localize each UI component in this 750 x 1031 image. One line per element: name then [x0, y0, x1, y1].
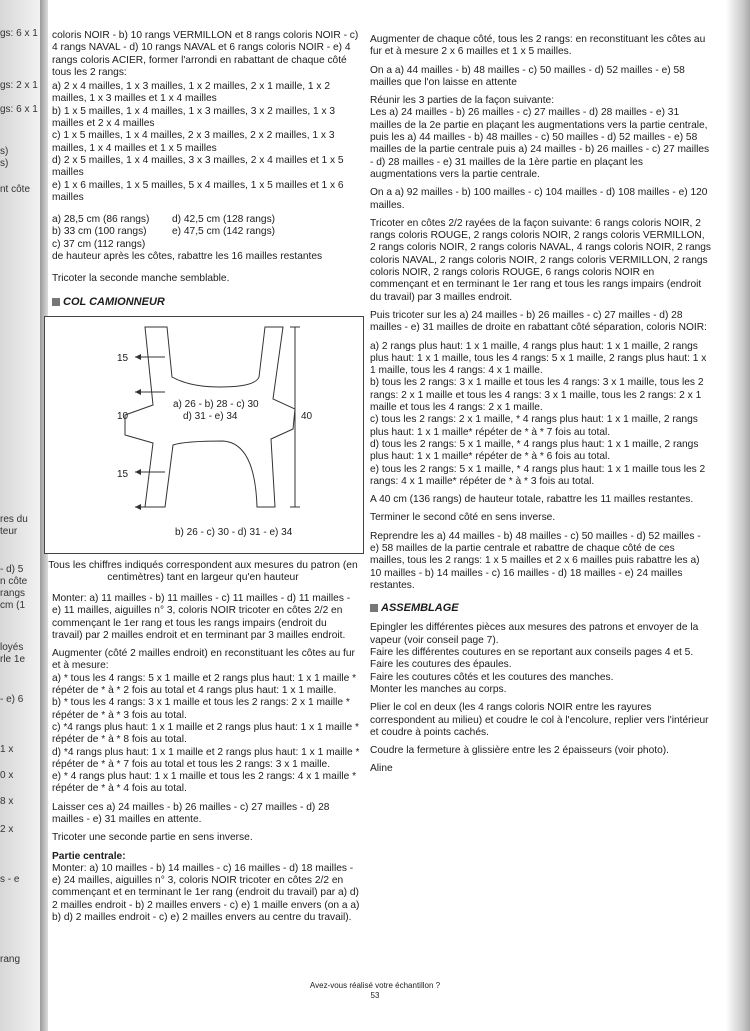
paragraph: On a a) 92 mailles - b) 100 mailles - c) 104 mailles - d) 108 mailles - e) 120 mailles.: [370, 187, 708, 211]
edge-text: - d) 5: [0, 564, 24, 575]
edge-text: s): [0, 146, 9, 157]
list-item: a) 2 rangs plus haut: 1 x 1 maille, 4 rangs plus haut: 1 x 1 maille, 2 rangs plus haut: 1 x 1 maille, tous les 4 rangs: 5 x 1 maille, 2 rangs plus haut: 1 x 1 maille, tous les 4 rangs: 4 x 1 maille.: [370, 340, 707, 377]
paragraph: coloris NOIR - b) 10 rangs VERMILLON et 8 rangs coloris NOIR - c) 4 rangs NAVAL - d) 10 rangs NAVAL et 6 rangs coloris NOIR - e) 4 rangs coloris ACIER, former l'arrondi en rabattant de chaque côté tous les 2 rangs:: [52, 30, 359, 78]
section-heading: ASSEMBLAGE: [370, 602, 712, 614]
edge-text: 2 x: [0, 824, 14, 835]
paragraph: Les a) 24 mailles - b) 26 mailles - c) 27 mailles - d) 28 mailles - e) 31 mailles de la 2e partie en plaçant les augmentations vers la partie centrale, puis les a) 44 mailles - b) 48 mailles - c) 50 mailles - d) 52 mailles - e) 58 mailles de la partie centrale puis a) 24 mailles - b) 26 mailles - c) 27 mailles - d) 28 mailles - e) 31 mailles de la 1ère partie en plaçant les augmentations vers la partie centrale.: [370, 107, 710, 180]
paragraph: Coudre la fermeture à glissière entre les 2 épaisseurs (voir photo).: [370, 745, 669, 757]
paragraph: Monter: a) 11 mailles - b) 11 mailles - c) 11 mailles - d) 11 mailles - e) 11 mailles, aiguilles n° 3, coloris NOIR tricoter en côtes 2/2 en commençant le 1er rang et tous les rangs impairs (endroit du travail) par 2 mailles endroit et en terminant par 3 mailles endroit.: [52, 592, 351, 641]
paragraph: Augmenter (côté 2 mailles endroit) en reconstituant les côtes au fur et à mesure:: [52, 648, 355, 672]
edge-text: rangs: [0, 588, 26, 599]
width-label-line2: d) 31 - e) 34: [183, 410, 238, 422]
decrease-list: [52, 81, 360, 204]
paragraph: Tricoter la seconde manche semblable.: [52, 273, 230, 285]
list-item: d) tous les 2 rangs: 5 x 1 maille, * 4 rangs plus haut: 1 x 1 maille, 2 rangs plus haut: 1 x 1 maille* répéter de * à * 6 fois au total.: [370, 438, 699, 463]
height-label-middle: 10: [117, 410, 129, 422]
edge-text: res du: [0, 514, 28, 525]
paragraph: Terminer le second côté en sens inverse.: [370, 512, 556, 524]
previous-page-edge: [0, 0, 44, 1031]
width-label-bottom: b) 26 - c) 30 - d) 31 - e) 34: [175, 526, 293, 538]
section-heading: COL CAMIONNEUR: [52, 296, 360, 308]
paragraph: Réunir les 3 parties de la façon suivante:: [370, 95, 555, 107]
edge-text: teur: [0, 526, 18, 537]
paragraph: Laisser ces a) 24 mailles - b) 26 mailles - c) 27 mailles - d) 28 mailles - e) 31 mailles en attente.: [52, 801, 330, 825]
page-edge-shadow: [726, 0, 750, 1031]
paragraph: Faire les différentes coutures en se reportant aux conseils pages 4 et 5.: [370, 647, 694, 659]
footer-note: Avez-vous réalisé votre échantillon ?: [309, 981, 441, 990]
edge-text: gs: 6 x 1: [0, 28, 38, 39]
paragraph: Monter: a) 10 mailles - b) 14 mailles - c) 16 mailles - d) 18 mailles - e) 24 mailles, aiguilles n° 3, coloris NOIR tricoter en côtes 2/2 en commençant et en terminant le 1er rang (endroit du travail) par a) d) 2 mailles endroit - b) 2 mailles envers - c) e) 1 maille envers (on a a) b) d) 2 mailles endroit - c) e) 2 mailles envers au centre du travail).: [52, 862, 360, 924]
size-table: [0, 214, 360, 251]
edge-text: rle 1e: [0, 654, 26, 665]
paragraph: Faire les coutures des épaules.: [370, 659, 512, 671]
edge-text: gs: 2 x 1: [0, 80, 38, 91]
size-b: b) 33 cm (100 rangs): [52, 226, 147, 238]
edge-text: n côte: [0, 576, 28, 587]
size-e: e) 47,5 cm (142 rangs): [172, 226, 276, 238]
paragraph: Puis tricoter sur les a) 24 mailles - b) 26 mailles - c) 27 mailles - d) 28 mailles - e) 31 mailles de droite en rabattant côté séparation, coloris NOIR:: [370, 309, 707, 334]
list-item: b) tous les 2 rangs: 3 x 1 maille et tous les 4 rangs: 3 x 1 maille, tous les 2 rangs: 2 x 1 maille et tous les 4 rangs: 3 x 1 maille, tous les 2 rangs: 2 x 1 maille et tous les 4 rangs: 2 x 1 maille.: [370, 377, 704, 414]
edge-text: 0 x: [0, 770, 14, 781]
right-column: [370, 34, 712, 782]
paragraph: Monter les manches au corps.: [370, 683, 507, 695]
list-item: c) 1 x 5 mailles, 1 x 4 mailles, 2 x 3 mailles, 2 x 2 mailles, 1 x 3 mailles, 1 x 4 mailles et 1 x 5 mailles: [52, 130, 335, 154]
paragraph: Faire les coutures côtés et les coutures des manches.: [370, 671, 614, 683]
list-item: a) 2 x 4 mailles, 1 x 3 mailles, 1 x 2 mailles, 2 x 1 maille, 1 x 2 mailles, 1 x 3 mailles et 1 x 4 mailles: [52, 81, 330, 105]
collar-pattern-diagram: [44, 316, 364, 554]
list-item: c) tous les 2 rangs: 2 x 1 maille, * 4 rangs plus haut: 1 x 1 maille, 2 rangs plus haut: 1 x 1 maille* répéter de * à * 7 fois au total.: [370, 414, 698, 438]
edge-text: 1 x: [0, 744, 14, 755]
left-column: [48, 30, 360, 930]
list-item: d) 2 x 5 mailles, 1 x 4 mailles, 3 x 3 mailles, 2 x 4 mailles et 1 x 5 mailles: [52, 154, 344, 179]
width-label-line1: a) 26 - b) 28 - c) 30: [173, 398, 259, 410]
height-label-bottom: 15: [117, 468, 129, 480]
size-a: a) 28,5 cm (86 rangs): [52, 214, 150, 226]
subheading: Partie centrale:: [52, 850, 126, 862]
diagram-caption: Tous les chiffres indiqués correspondent aux mesures du patron (en centimètres) tant en largeur qu'en hauteur: [48, 559, 358, 584]
increase-list: [52, 673, 360, 796]
list-item: d) *4 rangs plus haut: 1 x 1 maille et 2 rangs plus haut: 1 x 1 maille * répéter de * à * 7 fois au total et tous les 2 rangs: 3 x 1 maille.: [52, 746, 360, 770]
edge-text: cm (1: [0, 600, 25, 611]
paragraph: Augmenter de chaque côté, tous les 2 rangs: en reconstituant les côtes au fur et à mesure 2 x 6 mailles et 1 x 5 mailles.: [370, 34, 706, 58]
edge-text: s - e: [0, 874, 20, 885]
paragraph: On a a) 44 mailles - b) 48 mailles - c) 50 mailles - d) 52 mailles - e) 58 mailles que l'on laisse en attente: [370, 64, 685, 88]
edge-text: loyés: [0, 642, 24, 653]
edge-text: - e) 6: [0, 694, 24, 705]
paragraph: Reprendre les a) 44 mailles - b) 48 mailles - c) 50 mailles - d) 52 mailles - e) 58 mailles de la partie centrale et rabattre de chaque côté de ces mailles, tous les 2 rangs: 1 x 5 mailles et 2 x 6 mailles puis rabattre les a) 10 mailles - b) 14 mailles - c) 16 mailles - d) 18 mailles - e) 24 mailles restantes.: [370, 530, 701, 591]
paragraph: de hauteur après les côtes, rabattre les 16 mailles restantes: [52, 251, 323, 263]
page-number: 53: [370, 991, 380, 1000]
list-item: b) 1 x 5 mailles, 1 x 4 mailles, 1 x 3 mailles, 3 x 2 mailles, 1 x 3 mailles et 2 x 4 mailles: [52, 105, 336, 130]
paragraph: Tricoter une seconde partie en sens inverse.: [52, 832, 253, 844]
edge-text: s): [0, 158, 9, 169]
size-d: d) 42,5 cm (128 rangs): [172, 214, 276, 226]
paragraph: A 40 cm (136 rangs) de hauteur totale, rabattre les 11 mailles restantes.: [370, 494, 694, 506]
list-item: b) * tous les 4 rangs: 3 x 1 maille et tous les 2 rangs: 2 x 1 maille * répéter de * à * 3 fois au total.: [52, 697, 350, 721]
height-label-top: 15: [117, 352, 129, 364]
list-item: e) * 4 rangs plus haut: 1 x 1 maille et tous les 2 rangs: 4 x 1 maille * répéter de * à * 4 fois au total.: [52, 771, 357, 795]
edge-text: 8 x: [0, 796, 14, 807]
paragraph: Plier le col en deux (les 4 rangs coloris NOIR entre les rayures correspondent au milieu) et coudre le col à l'encolure, replier vers l'intérieur et coudre à points cachés.: [370, 702, 709, 738]
edge-text: gs: 6 x 1: [0, 104, 38, 115]
edge-text: nt côte: [0, 184, 31, 195]
edge-text: rang: [0, 954, 21, 965]
list-item: c) *4 rangs plus haut: 1 x 1 maille et 2 rangs plus haut: 1 x 1 maille * répéter de * à * 8 fois au total.: [52, 721, 359, 746]
list-item: e) tous les 2 rangs: 5 x 1 maille, * 4 rangs plus haut: 1 x 1 maille tous les 2 rangs: 4 x 1 maille* répéter de * à * 3 fois au total.: [370, 463, 706, 487]
paragraph: Epingler les différentes pièces aux mesures des patrons et envoyer de la vapeur (voir conseil page 7).: [370, 622, 699, 646]
list-item: e) 1 x 6 mailles, 1 x 5 mailles, 5 x 4 mailles, 1 x 5 mailles et 1 x 6 mailles: [52, 179, 344, 203]
list-item: a) * tous les 4 rangs: 5 x 1 maille et 2 rangs plus haut: 1 x 1 maille * répéter de * à * 2 fois au total et 4 rangs plus haut: 1 x 1 maille.: [52, 672, 357, 697]
pattern-shape: [45, 317, 363, 553]
paragraph: Tricoter en côtes 2/2 rayées de la façon suivante: 6 rangs coloris NOIR, 2 rangs coloris ROUGE, 2 rangs coloris NOIR, 2 rangs coloris VERMILLON, 2 rangs coloris NOIR, 2 rangs coloris NAVAL, 4 rangs coloris NOIR, 2 rangs coloris NAVAL, 2 rangs coloris NOIR, 2 rangs coloris VERMILLON, 2 rangs coloris NOIR, 2 rangs coloris ROUGE, 6 rangs coloris NOIR en commençant et en terminant le 1er rang et tous les rangs impairs (endroit du travail) par 3 mailles endroit.: [370, 217, 712, 303]
size-c: c) 37 cm (112 rangs): [52, 238, 146, 250]
decrease-list: [370, 341, 712, 489]
total-height-label: 40: [301, 410, 313, 422]
page-footer: [0, 981, 750, 1001]
signature: Aline: [370, 763, 393, 775]
